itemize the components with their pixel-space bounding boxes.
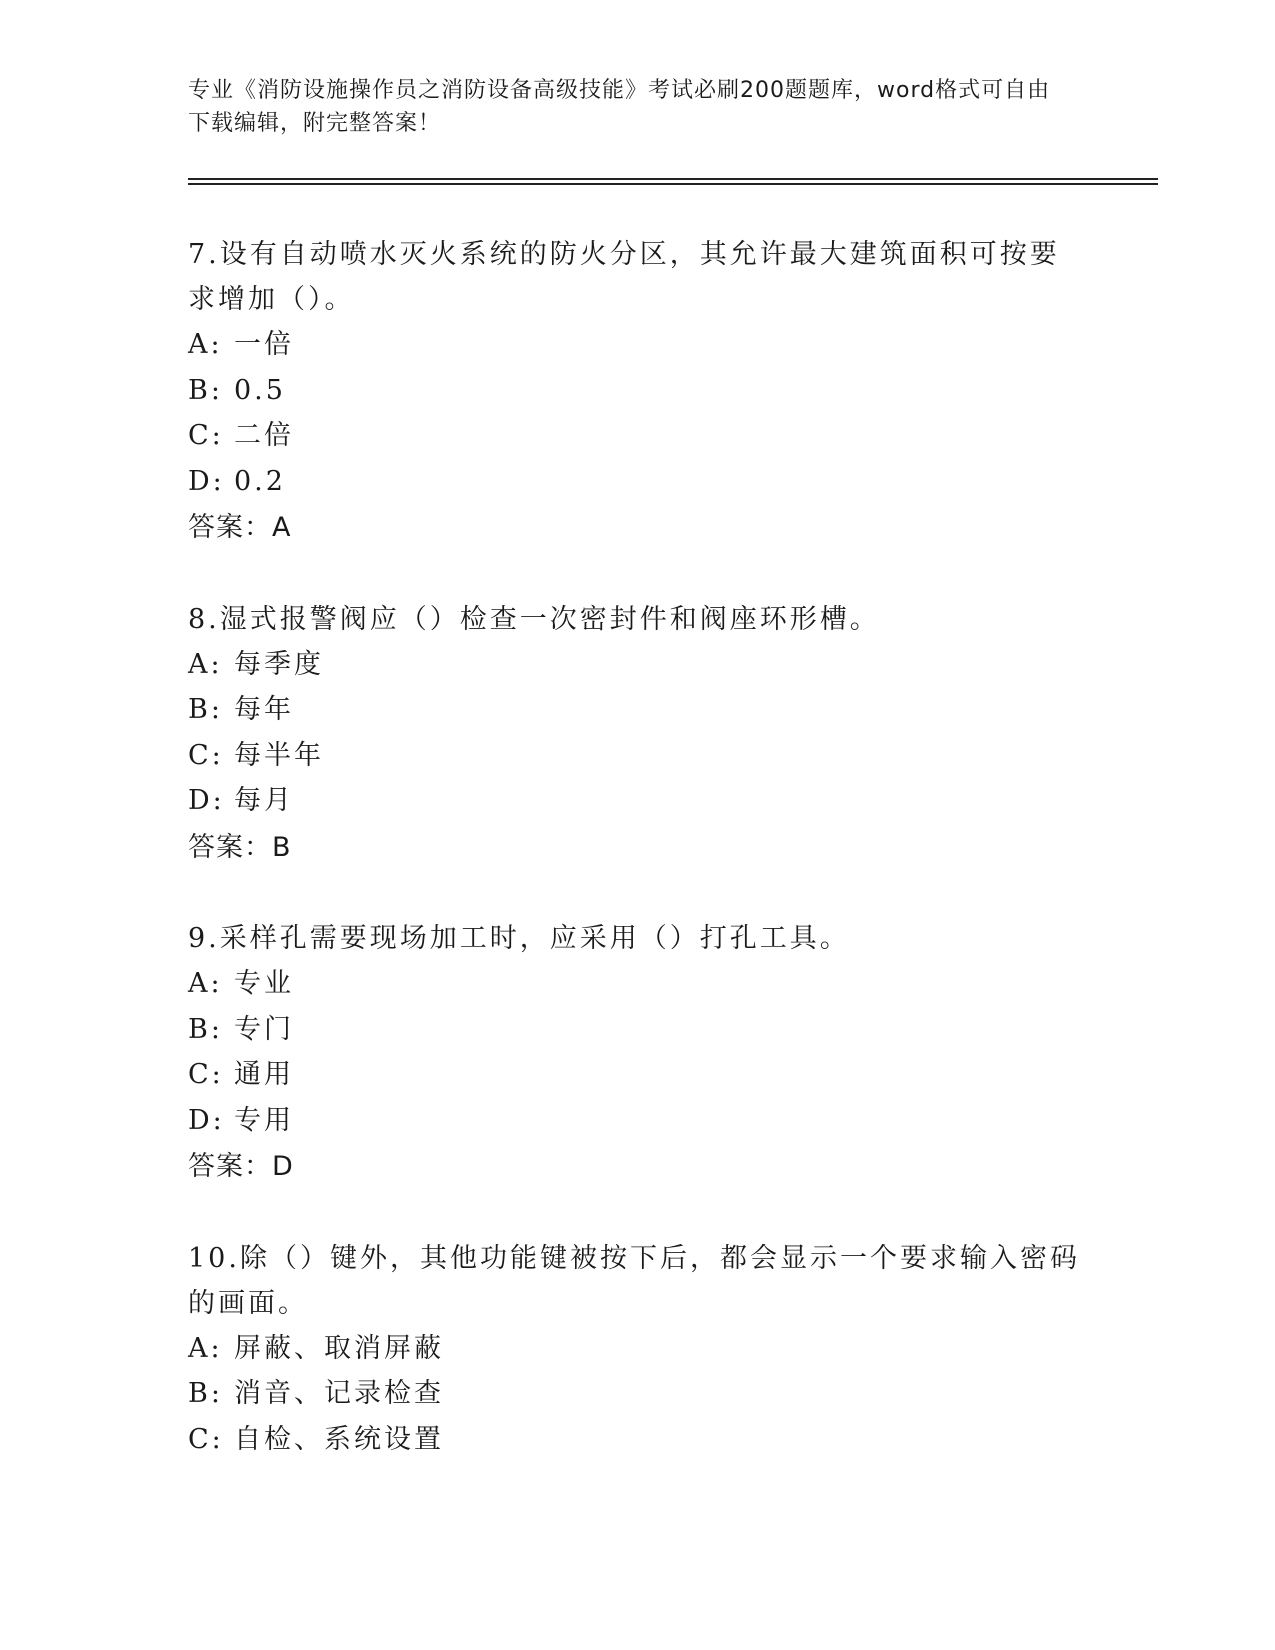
option-key: C: <box>188 1059 224 1090</box>
option-text: 专用 <box>234 1104 294 1136</box>
answer-line: 答案：D <box>188 1151 294 1182</box>
option-text: 屏蔽、取消屏蔽 <box>234 1332 444 1364</box>
option-key: C: <box>188 1423 224 1455</box>
question-stem: 10.除（）键外，其他功能键被按下后，都会显示一个要求输入密码的画面。 <box>188 1242 1080 1319</box>
option-d <box>188 1098 1088 1144</box>
question-10 <box>188 1236 1088 1463</box>
option-text: 每年 <box>234 694 294 725</box>
option-key: D: <box>188 1104 225 1136</box>
option-a <box>188 642 1088 688</box>
option-text: 通用 <box>234 1059 294 1090</box>
option-text: 每季度 <box>234 648 324 680</box>
question-stem: 7.设有自动喷水灭火系统的防火分区，其允许最大建筑面积可按要求增加（）。 <box>188 239 1060 315</box>
option-c <box>188 733 1088 779</box>
question-8 <box>188 597 1088 871</box>
option-key: A: <box>188 1332 223 1364</box>
option-b <box>188 1371 1088 1417</box>
option-key: A: <box>188 648 223 680</box>
option-key: B: <box>188 694 223 725</box>
answer-line: 答案：A <box>188 512 292 543</box>
option-text: 每半年 <box>234 739 324 771</box>
option-d <box>188 459 1088 505</box>
header-divider-bottom <box>188 183 1158 185</box>
option-key: B: <box>188 374 223 406</box>
document-header: 专业《消防设施操作员之消防设备高级技能》考试必刷200题题库，word格式可自由下载编辑，附完整答案！ <box>188 78 1051 136</box>
header-divider-top <box>188 178 1158 180</box>
option-d <box>188 778 1088 824</box>
option-b <box>188 368 1088 414</box>
option-b <box>188 687 1088 733</box>
option-text: 消音、记录检查 <box>234 1378 444 1409</box>
option-a <box>188 1326 1088 1372</box>
option-a <box>188 961 1088 1007</box>
option-b <box>188 1007 1088 1053</box>
option-c <box>188 1052 1088 1098</box>
option-text: 专门 <box>234 1013 294 1045</box>
option-text: 一倍 <box>234 329 294 360</box>
option-key: C: <box>188 420 224 451</box>
question-list <box>188 232 1088 1508</box>
option-text: 自检、系统设置 <box>234 1423 444 1455</box>
option-text: 每月 <box>234 785 294 816</box>
answer-line: 答案：B <box>188 831 292 863</box>
option-text: 0.5 <box>234 374 286 406</box>
option-c <box>188 413 1088 459</box>
question-9 <box>188 916 1088 1190</box>
option-key: D: <box>188 785 225 816</box>
option-text: 专业 <box>234 968 294 999</box>
option-key: B: <box>188 1378 223 1409</box>
option-c <box>188 1417 1088 1463</box>
option-key: D: <box>188 465 225 497</box>
option-text: 0.2 <box>234 465 286 497</box>
option-text: 二倍 <box>234 420 294 451</box>
question-7 <box>188 232 1088 551</box>
option-key: A: <box>188 968 223 999</box>
option-key: C: <box>188 739 224 771</box>
option-a <box>188 322 1088 368</box>
option-key: B: <box>188 1013 223 1045</box>
option-key: A: <box>188 329 223 360</box>
question-stem: 8.湿式报警阀应（）检查一次密封件和阀座环形槽。 <box>188 603 880 635</box>
question-stem: 9.采样孔需要现场加工时，应采用（）打孔工具。 <box>188 923 850 954</box>
